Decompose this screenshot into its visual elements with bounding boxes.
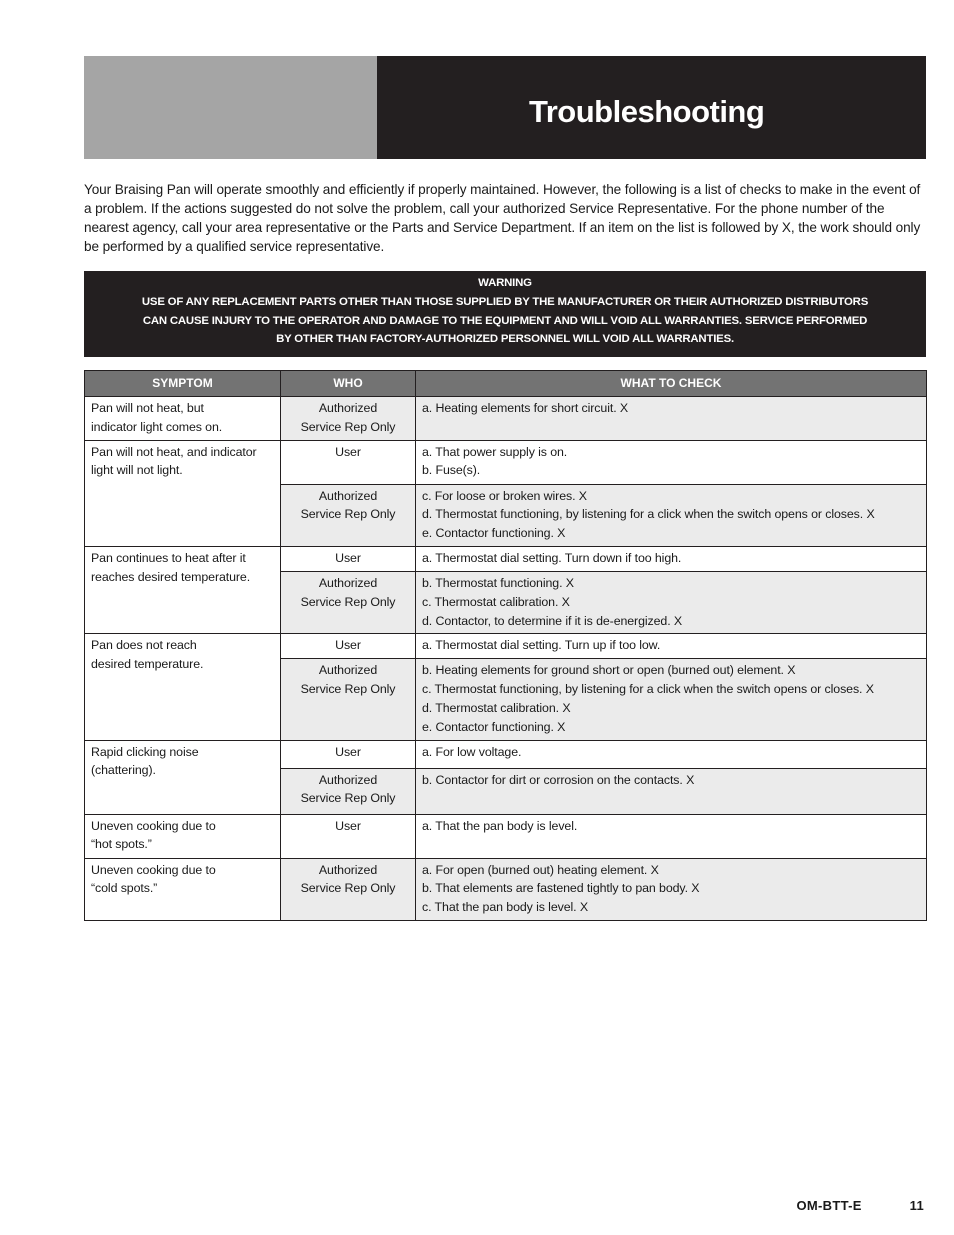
header-what-to-check: WHAT TO CHECK — [416, 371, 927, 397]
check-line: a. For open (burned out) heating element. X — [422, 862, 659, 877]
check-line: a. For low voltage. — [422, 744, 522, 759]
symptom-line: (chattering). — [91, 763, 156, 778]
check-line: d. Contactor, to determine if it is de-energized. X — [422, 613, 683, 628]
check-cell — [416, 768, 927, 814]
check-line: a. Thermostat dial setting. Turn up if too low. — [422, 638, 661, 653]
symptom-cell — [85, 814, 281, 858]
who-line: User — [335, 550, 361, 565]
table-row — [85, 440, 927, 484]
warning-box — [84, 271, 926, 357]
symptom-line: reaches desired temperature. — [91, 569, 251, 584]
table-row — [85, 634, 927, 659]
symptom-line: Pan continues to heat after it — [91, 550, 246, 565]
who-cell — [281, 659, 416, 740]
check-line: b. Thermostat functioning. X — [422, 575, 574, 590]
check-line: c. For loose or broken wires. X — [422, 488, 587, 503]
symptom-line: “hot spots.” — [91, 837, 152, 852]
table-row — [85, 546, 927, 571]
check-cell — [416, 858, 927, 920]
who-line: Authorized — [318, 488, 378, 503]
table-row — [85, 397, 927, 441]
who-line: Authorized — [318, 401, 378, 415]
check-line: e. Contactor functioning. X — [422, 526, 566, 541]
check-line: a. Thermostat dial setting. Turn down if too high. — [422, 550, 682, 565]
check-line: b. Fuse(s). — [422, 463, 481, 478]
intro-paragraph: Your Braising Pan will operate smoothly and efficiently if properly maintained. However, the following is a list of checks to make in the event of a problem. If the actions suggested do not solve the problem, call your authorized Service Representative. For the phone number of the nearest agency, call your area representative or the Parts and Service Department. If an item on the list is followed by X, the work should only be performed by a qualified service representative. — [84, 182, 921, 254]
symptom-line: desired temperature. — [91, 657, 204, 672]
who-line: Service Rep Only — [300, 594, 396, 609]
symptom-cell — [85, 858, 281, 920]
symptom-line: Uneven cooking due to — [91, 818, 216, 833]
check-cell — [416, 634, 927, 659]
symptom-cell — [85, 397, 281, 441]
check-cell — [416, 740, 927, 768]
table-row — [85, 858, 927, 920]
who-line: User — [335, 638, 361, 653]
who-line: Authorized — [318, 862, 378, 877]
warning-line: USE OF ANY REPLACEMENT PARTS OTHER THAN THOSE SUPPLIED BY THE MANUFACTURER OR THEIR AUTHORIZED DISTRIBUTORS — [141, 295, 869, 308]
check-line: b. Contactor for dirt or corrosion on the contacts. X — [422, 772, 695, 787]
header-symptom: SYMPTOM — [85, 371, 281, 397]
who-cell — [281, 440, 416, 484]
symptom-line: light will not light. — [91, 463, 183, 478]
page-title: Troubleshooting — [529, 94, 765, 129]
check-line: e. Contactor functioning. X — [422, 719, 566, 734]
who-line: Service Rep Only — [300, 682, 396, 697]
symptom-line: Uneven cooking due to — [91, 862, 216, 877]
check-line: d. Thermostat functioning, by listening for a click when the switch opens or closes. X — [422, 507, 875, 522]
symptom-cell — [85, 546, 281, 633]
troubleshooting-table — [84, 370, 927, 921]
who-line: Authorized — [318, 663, 378, 678]
header-dark-block — [377, 56, 926, 159]
who-line: Service Rep Only — [300, 419, 396, 434]
warning-line: CAN CAUSE INJURY TO THE OPERATOR AND DAMAGE TO THE EQUIPMENT AND WILL VOID ALL WARRANTIES. SERVICE PERFORMED — [142, 314, 868, 327]
check-line: d. Thermostat calibration. X — [422, 700, 571, 715]
symptom-line: Pan does not reach — [91, 638, 197, 653]
table-row — [85, 740, 927, 768]
who-line: Service Rep Only — [300, 791, 396, 806]
check-line: a. That the pan body is level. — [422, 818, 578, 833]
table-header-row — [85, 371, 927, 397]
check-cell — [416, 484, 927, 546]
symptom-line: Pan will not heat, but — [91, 401, 204, 415]
who-cell — [281, 814, 416, 858]
symptom-line: “cold spots.” — [91, 881, 158, 896]
who-cell — [281, 768, 416, 814]
symptom-line: Pan will not heat, and indicator — [91, 444, 257, 459]
who-line: User — [335, 818, 361, 833]
check-line: a. Heating elements for short circuit. X — [422, 401, 629, 415]
check-line: c. Thermostat functioning, by listening for a click when the switch opens or closes. X — [422, 682, 874, 697]
check-line: c. Thermostat calibration. X — [422, 594, 570, 609]
symptom-cell — [85, 740, 281, 814]
warning-line: BY OTHER THAN FACTORY-AUTHORIZED PERSONNEL WILL VOID ALL WARRANTIES. — [276, 333, 734, 346]
table-row — [85, 814, 927, 858]
check-line: a. That power supply is on. — [422, 444, 568, 459]
header-gray-block — [84, 56, 377, 159]
who-line: Service Rep Only — [300, 881, 396, 896]
who-cell — [281, 546, 416, 571]
check-cell — [416, 814, 927, 858]
who-cell — [281, 858, 416, 920]
check-cell — [416, 659, 927, 740]
who-cell — [281, 740, 416, 768]
symptom-line: indicator light comes on. — [91, 419, 223, 434]
symptom-line: Rapid clicking noise — [91, 744, 199, 759]
check-cell — [416, 397, 927, 441]
symptom-cell — [85, 440, 281, 546]
who-cell — [281, 397, 416, 441]
who-cell — [281, 571, 416, 633]
document-code: OM-BTT-E — [796, 1198, 862, 1213]
check-cell — [416, 571, 927, 633]
header-who: WHO — [281, 371, 416, 397]
who-cell — [281, 484, 416, 546]
who-line: Authorized — [318, 772, 378, 787]
check-line: c. That the pan body is level. X — [422, 900, 589, 915]
who-line: Authorized — [318, 575, 378, 590]
symptom-cell — [85, 634, 281, 740]
check-cell — [416, 546, 927, 571]
who-cell — [281, 634, 416, 659]
check-line: b. That elements are fastened tightly to pan body. X — [422, 881, 700, 896]
check-line: b. Heating elements for ground short or open (burned out) element. X — [422, 663, 796, 678]
who-line: User — [335, 744, 361, 759]
page-header — [84, 56, 926, 159]
who-line: User — [335, 444, 361, 459]
who-line: Service Rep Only — [300, 507, 396, 522]
page-number: 11 — [909, 1198, 924, 1213]
check-cell — [416, 440, 927, 484]
page-footer — [797, 1198, 925, 1213]
warning-heading: WARNING — [478, 277, 532, 289]
